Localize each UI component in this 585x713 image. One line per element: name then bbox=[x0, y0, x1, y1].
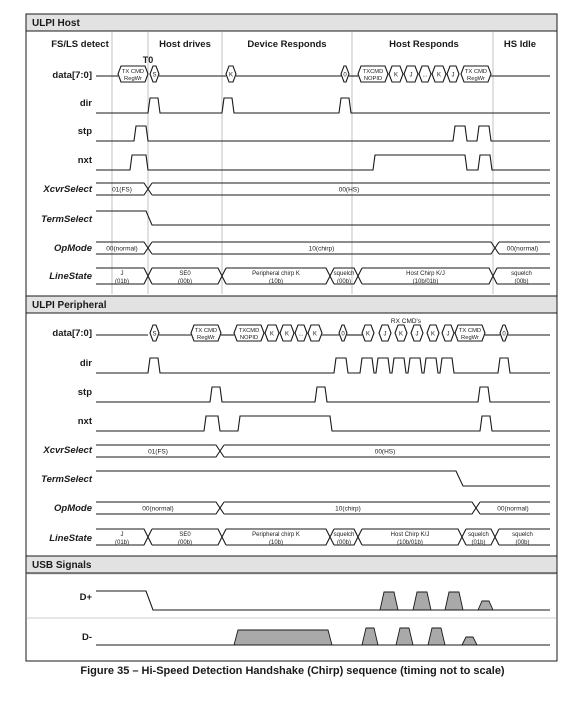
periph-linestate-value: SE0 bbox=[179, 532, 191, 538]
periph-byte-k-text: K bbox=[269, 331, 275, 338]
periph-byte-rx-text: J bbox=[446, 331, 450, 338]
dm-chirp-pulse bbox=[396, 628, 413, 645]
dm-chirp-pulse bbox=[428, 628, 445, 645]
periph-linestate-value: Host Chirp K/J bbox=[390, 532, 430, 538]
host-stp-wave bbox=[96, 126, 550, 141]
dp-chirp-pulse bbox=[380, 592, 398, 610]
dm-peripheral-chirp bbox=[234, 630, 332, 645]
periph-linestate-value: squelch bbox=[468, 532, 489, 538]
periph-byte-rx-text: K bbox=[365, 331, 371, 338]
periph-byte-k-text: K bbox=[312, 331, 318, 338]
host-linestate-value: SE0 bbox=[179, 271, 191, 277]
host-linestate-value: (00b) bbox=[336, 279, 352, 285]
signal-name-dp: D+ bbox=[79, 592, 92, 603]
periph-opmode-value: 00(normal) bbox=[142, 505, 174, 513]
signal-name-xcvr: XcvrSelect bbox=[43, 184, 92, 195]
host-linestate-value: (10b/01b) bbox=[412, 279, 439, 285]
host-byte-j-text: J bbox=[451, 72, 455, 79]
periph-linestate-value: (00b) bbox=[515, 540, 530, 546]
periph-linestate-value: (10b/01b) bbox=[397, 540, 423, 546]
periph-linestate-value: squelch bbox=[512, 532, 533, 538]
host-linestate-value: squelch bbox=[333, 271, 355, 277]
host-byte-s-text: S bbox=[152, 72, 157, 79]
host-termselect-wave bbox=[96, 211, 550, 225]
periph-byte-txcmd-nopid-text: NOPID bbox=[239, 335, 259, 341]
host-byte-txcmd-text: TX CMD bbox=[121, 69, 145, 75]
periph-byte-txcmd-text: TX CMD bbox=[194, 328, 218, 334]
phase-label: Device Responds bbox=[247, 39, 327, 50]
dm-chirp-pulse bbox=[462, 637, 477, 645]
signal-name-dm: D- bbox=[81, 632, 92, 643]
host-xcvr-value: 01(FS) bbox=[112, 186, 132, 194]
rx-cmds-label: RX CMD's bbox=[390, 318, 422, 325]
periph-byte-0-text: 0 bbox=[502, 331, 506, 338]
time-marker-t0: T0 bbox=[142, 55, 154, 65]
section-title: USB Signals bbox=[32, 560, 92, 571]
host-byte-0-text: 0 bbox=[343, 72, 347, 79]
signal-name-linestate: LineState bbox=[49, 271, 92, 282]
periph-byte-k-text: K bbox=[284, 331, 290, 338]
section-header bbox=[26, 556, 557, 573]
periph-byte-txcmd-nopid-text: TXCMD bbox=[238, 328, 260, 334]
host-byte-k-text: K bbox=[436, 72, 442, 79]
periph-linestate-value: (00b) bbox=[177, 540, 193, 546]
dp-chirp-pulse bbox=[445, 592, 463, 610]
host-byte-j-text: J bbox=[409, 72, 413, 79]
section-title: ULPI Host bbox=[32, 18, 80, 29]
periph-termselect-wave bbox=[96, 471, 550, 486]
periph-byte-txcmd-text: RegWr bbox=[197, 335, 215, 341]
host-opmode-value: 00(normal) bbox=[106, 245, 138, 253]
host-linestate-value: (00b) bbox=[177, 279, 193, 285]
periph-opmode-value: 00(normal) bbox=[497, 505, 529, 513]
phase-label: Host Responds bbox=[389, 39, 459, 50]
host-opmode-value: 00(normal) bbox=[506, 245, 539, 253]
signal-name-dir: dir bbox=[79, 358, 92, 369]
host-dir-wave bbox=[96, 98, 550, 113]
host-opmode-value: 10(chirp) bbox=[308, 245, 335, 253]
periph-linestate-value: (01b) bbox=[471, 540, 486, 546]
signal-name-nxt: nxt bbox=[77, 416, 92, 427]
host-byte-txcmd-text: RegWr bbox=[467, 76, 485, 82]
periph-byte-rx-text: K bbox=[430, 331, 436, 338]
host-byte-k-text: K bbox=[228, 72, 234, 79]
periph-opmode-value: 10(chirp) bbox=[335, 505, 361, 513]
periph-linestate-value: (01b) bbox=[114, 540, 130, 546]
periph-byte-s-text: S bbox=[152, 331, 157, 338]
periph-linestate-value: (00b) bbox=[336, 540, 352, 546]
host-linestate-value: (10b) bbox=[268, 279, 284, 285]
figure-caption: Figure 35 – Hi-Speed Detection Handshake (Chirp) sequence (timing not to scale) bbox=[80, 665, 505, 677]
periph-byte-0-text: 0 bbox=[341, 331, 345, 338]
periph-byte-dots-text: ... bbox=[298, 331, 304, 338]
periph-linestate-value: (10b) bbox=[268, 540, 284, 546]
periph-xcvr-value: 01(FS) bbox=[148, 448, 168, 456]
signal-name-dir: dir bbox=[79, 98, 92, 109]
host-linestate-value: squelch bbox=[511, 271, 532, 277]
periph-linestate-value: Peripheral chirp K bbox=[252, 532, 300, 538]
dp-chirp-pulse bbox=[413, 592, 431, 610]
phase-label: HS Idle bbox=[503, 39, 537, 50]
host-linestate-value: Host Chirp K/J bbox=[406, 271, 445, 277]
signal-name-opmode: OpMode bbox=[54, 503, 92, 514]
host-byte-k-text: K bbox=[393, 72, 399, 79]
dm-chirp-pulse bbox=[362, 628, 378, 645]
signal-name-stp: stp bbox=[77, 387, 92, 398]
host-linestate-value: (01b) bbox=[114, 279, 130, 285]
section-header bbox=[26, 14, 557, 31]
periph-linestate-value: J bbox=[120, 532, 124, 538]
signal-name-data: data[7:0] bbox=[52, 70, 92, 81]
signal-name-linestate: LineState bbox=[49, 533, 92, 544]
phase-label: FS/LS detect bbox=[51, 39, 109, 50]
host-nxt-wave bbox=[96, 155, 550, 170]
phase-label: Host drives bbox=[159, 39, 211, 50]
host-xcvr-value: 00(HS) bbox=[338, 186, 360, 194]
periph-dir-wave bbox=[96, 358, 550, 373]
periph-stp-wave bbox=[96, 387, 550, 402]
host-byte-txcmd-text: TX CMD bbox=[464, 69, 488, 75]
periph-linestate-value: squelch bbox=[333, 532, 355, 538]
periph-xcvr-value: 00(HS) bbox=[374, 448, 396, 456]
host-linestate-value: J bbox=[120, 271, 124, 277]
host-byte-dots-text: ... bbox=[422, 72, 428, 79]
host-byte-txcmd-nopid-text: TXCMD bbox=[362, 69, 384, 75]
signal-name-stp: stp bbox=[77, 126, 92, 137]
periph-byte-txcmd-text: RegWr bbox=[461, 335, 479, 341]
section-title: ULPI Peripheral bbox=[32, 300, 107, 311]
dp-chirp-pulse bbox=[478, 601, 493, 610]
signal-name-term: TermSelect bbox=[41, 474, 92, 485]
host-byte-txcmd-text: RegWr bbox=[124, 76, 142, 82]
periph-byte-rx-text: J bbox=[415, 331, 419, 338]
periph-byte-txcmd-text: TX CMD bbox=[458, 328, 482, 334]
host-linestate-value: (00b) bbox=[514, 279, 529, 285]
signal-name-data: data[7:0] bbox=[52, 328, 92, 339]
host-byte-txcmd-nopid-text: NOPID bbox=[363, 76, 383, 82]
periph-nxt-wave bbox=[96, 416, 550, 431]
periph-byte-rx-text: J bbox=[383, 331, 387, 338]
signal-name-xcvr: XcvrSelect bbox=[43, 445, 92, 456]
signal-name-opmode: OpMode bbox=[54, 243, 92, 254]
host-linestate-value: Peripheral chirp K bbox=[252, 271, 300, 277]
periph-byte-rx-text: K bbox=[398, 331, 404, 338]
signal-name-nxt: nxt bbox=[77, 155, 92, 166]
signal-name-term: TermSelect bbox=[41, 214, 92, 225]
